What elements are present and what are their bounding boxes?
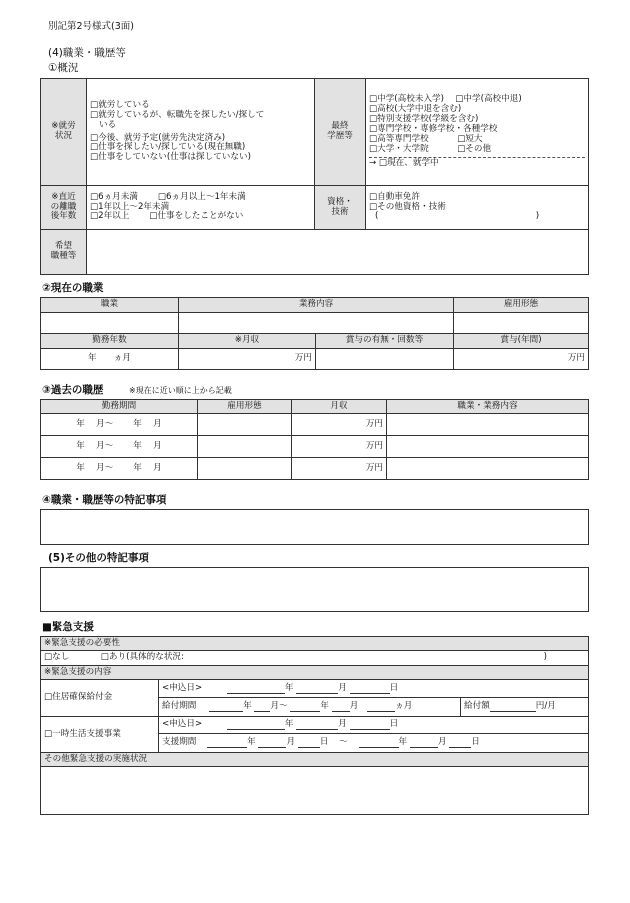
- other-notes-field[interactable]: [40, 567, 589, 612]
- income-field[interactable]: 万円: [292, 436, 387, 458]
- income-field[interactable]: 万円: [292, 458, 387, 480]
- income-header: 月収: [292, 400, 387, 414]
- job-content-header: 職業・業務内容: [387, 400, 589, 414]
- income-field[interactable]: 万円: [292, 414, 387, 436]
- other-support-field[interactable]: [41, 767, 589, 815]
- table-row: [41, 436, 589, 458]
- past-jobs-title: ③過去の職歴: [42, 384, 104, 396]
- desired-job-label: 希望 職種等: [41, 230, 87, 275]
- emergency-table: [40, 636, 589, 815]
- type-field[interactable]: [198, 414, 292, 436]
- qualification-label: 資格・ 技術: [315, 186, 366, 230]
- living-apply-row[interactable]: <申込日> 年 月 日: [159, 717, 589, 734]
- income-header: ※月収: [179, 334, 316, 349]
- table-row: [41, 414, 589, 436]
- education-label: 最終 学歴等: [315, 79, 366, 186]
- currently-studying-option: → □現在、就学中: [369, 157, 439, 168]
- emergency-title: ■緊急支援: [42, 621, 94, 633]
- bonus-count-field[interactable]: [316, 349, 454, 370]
- period-header: 勤務期間: [41, 400, 198, 414]
- housing-apply-row[interactable]: <申込日> 年 月 日: [159, 680, 589, 698]
- need-header: ※緊急支援の必要性: [41, 637, 589, 651]
- job-special-notes-field[interactable]: [40, 509, 589, 545]
- type-header: 雇用形態: [198, 400, 292, 414]
- separation-years-options[interactable]: □6ヵ月未満 □6ヵ月以上～1年未満 □1年以上～2年未満 □2年以上 □仕事をしたことがない: [87, 186, 315, 230]
- current-job-title: ②現在の職業: [42, 282, 104, 294]
- qualification-options[interactable]: □自動車免許 □その他資格・技術 ( ): [366, 186, 589, 230]
- job-content-field[interactable]: [387, 458, 589, 480]
- need-none-option[interactable]: □なし: [44, 652, 70, 663]
- bonus-annual-header: 賞与(年間): [454, 334, 589, 349]
- other-notes-title: (5)その他の特記事項: [48, 552, 149, 564]
- need-yes-option[interactable]: □あり(具体的な状況:: [100, 652, 184, 663]
- job-special-notes-title: ④職業・職歴等の特記事項: [42, 494, 167, 506]
- bonus-count-header: 賞与の有無・回数等: [316, 334, 454, 349]
- living-support-option[interactable]: □一時生活支援事業: [41, 717, 159, 753]
- employment-status-label: ※就労 状況: [41, 79, 87, 186]
- current-job-table: [40, 297, 589, 370]
- table-row: [41, 458, 589, 480]
- housing-amount-field[interactable]: 給付額 円/月: [461, 698, 589, 717]
- job-content-field[interactable]: [387, 436, 589, 458]
- section-4-title: (4)職業・職歴等: [48, 47, 126, 59]
- education-options[interactable]: □中学(高校未入学) □中学(高校中退) □高校(大学中退を含む) □特別支援学校(学級を含む) □専門学校・専修学校・各種学校 □高等専門学校 □短大 □大学・大学院 □その他 → □現在、就学中: [366, 79, 589, 186]
- type-field[interactable]: [198, 458, 292, 480]
- employment-status-options[interactable]: □就労している □就労しているが、転職先を探したい/探して いる □今後、就労予定(就労先決定済み) □仕事を探したい/探している(現在無職) □仕事をしていない(仕事は探していない): [87, 79, 315, 186]
- job-header: 職業: [41, 298, 179, 313]
- content-header: ※緊急支援の内容: [41, 666, 589, 680]
- type-field[interactable]: [198, 436, 292, 458]
- past-jobs-table: [40, 399, 589, 480]
- housing-option[interactable]: □住居確保給付金: [41, 680, 159, 717]
- income-field[interactable]: 万円: [179, 349, 316, 370]
- need-row[interactable]: □なし □あり(具体的な状況: ): [41, 651, 589, 666]
- separation-years-label: ※直近 の離職 後年数: [41, 186, 87, 230]
- overview-table: [40, 78, 589, 275]
- housing-period-row[interactable]: 給付期間 年 月～ 年 月 ヵ月: [159, 698, 461, 717]
- living-period-row[interactable]: 支援期間 年 月 日 ～ 年 月 日: [159, 734, 589, 753]
- bonus-annual-field[interactable]: 万円: [454, 349, 589, 370]
- period-field[interactable]: 年 月～ 年 月: [41, 436, 198, 458]
- past-jobs-note: ※現在に近い順に上から記載: [129, 386, 232, 395]
- other-support-header: その他緊急支援の実施状況: [41, 753, 589, 767]
- employment-type-header: 雇用形態: [454, 298, 589, 313]
- form-id: 別記第2号様式(3面): [48, 21, 135, 32]
- period-field[interactable]: 年 月～ 年 月: [41, 414, 198, 436]
- period-field[interactable]: 年 月～ 年 月: [41, 458, 198, 480]
- content-header: 業務内容: [179, 298, 454, 313]
- overview-title: ①概況: [48, 62, 79, 74]
- years-header: 勤務年数: [41, 334, 179, 349]
- years-field[interactable]: 年 ヵ月: [41, 349, 179, 370]
- job-field[interactable]: [41, 313, 179, 334]
- employment-type-field[interactable]: [454, 313, 589, 334]
- desired-job-field[interactable]: [87, 230, 589, 275]
- job-content-field[interactable]: [387, 414, 589, 436]
- content-field[interactable]: [179, 313, 454, 334]
